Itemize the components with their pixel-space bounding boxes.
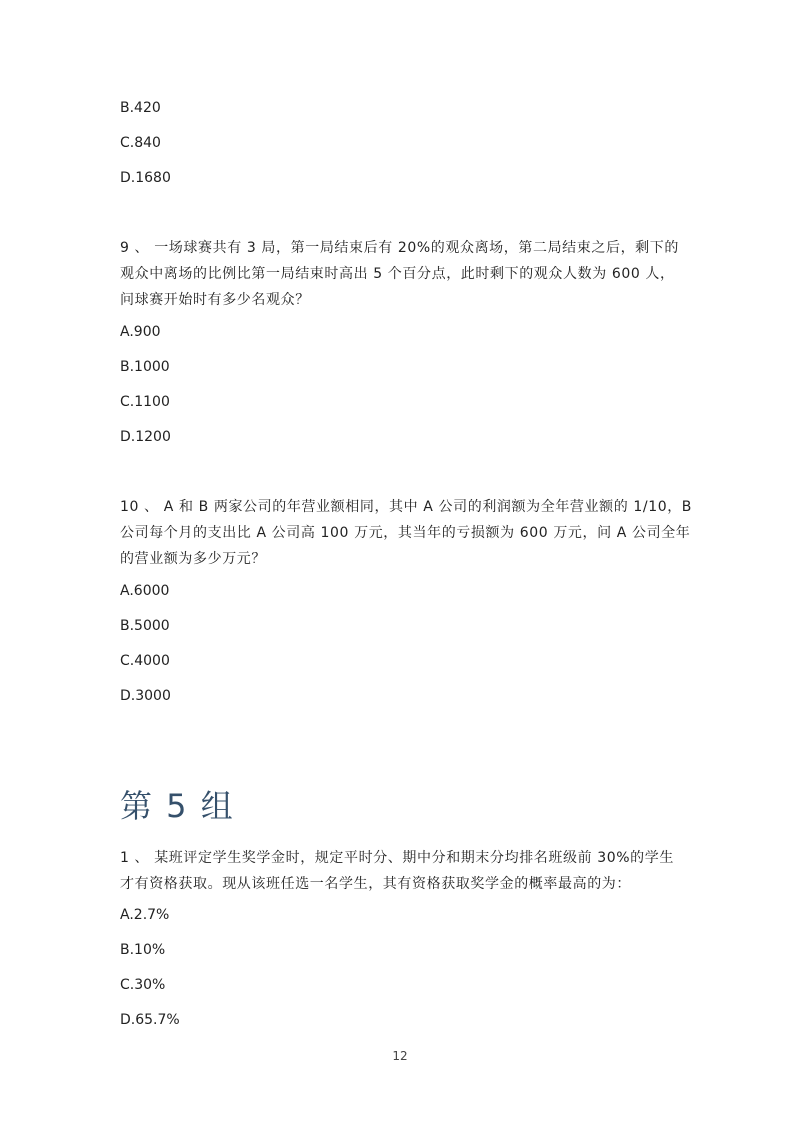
question-9-line-2: 观众中离场的比例比第一局结束时高出 5 个百分点，此时剩下的观众人数为 600 人， (120, 266, 675, 282)
group5-question-1-option-c: C.30% (120, 977, 166, 993)
group5-question-1-line-1: 1 、 某班评定学生奖学金时，规定平时分、期中分和期末分均排名班级前 30%的学生 (120, 850, 674, 866)
page-number: 12 (392, 1049, 408, 1063)
question-10-option-d: D.3000 (120, 688, 171, 704)
question-10-line-3: 的营业额为多少万元？ (120, 551, 266, 567)
option-c: C.840 (120, 135, 161, 151)
option-d: D.1680 (120, 170, 171, 186)
section-heading: 第 5 组 (120, 787, 235, 825)
question-9-line-3: 问球赛开始时有多少名观众？ (120, 292, 310, 308)
question-10-line-2: 公司每个月的支出比 A 公司高 100 万元，其当年的亏损额为 600 万元，问 A 公司全年 (120, 525, 691, 541)
question-9-line-1: 9 、 一场球赛共有 3 局，第一局结束后有 20%的观众离场，第二局结束之后，剩下的 (120, 240, 679, 256)
group5-question-1-option-a: A.2.7% (120, 907, 170, 923)
question-10-option-a: A.6000 (120, 583, 170, 599)
question-9-option-b: B.1000 (120, 359, 170, 375)
question-9-option-a: A.900 (120, 324, 161, 340)
option-b: B.420 (120, 100, 161, 116)
question-10-option-c: C.4000 (120, 653, 170, 669)
question-10-option-b: B.5000 (120, 618, 170, 634)
group5-question-1-option-d: D.65.7% (120, 1012, 180, 1028)
group5-question-1-option-b: B.10% (120, 942, 166, 958)
group5-question-1-line-2: 才有资格获取。现从该班任选一名学生，其有资格获取奖学金的概率最高的为： (120, 876, 631, 892)
question-9-option-c: C.1100 (120, 394, 170, 410)
question-10-line-1: 10 、 A 和 B 两家公司的年营业额相同，其中 A 公司的利润额为全年营业额的 1/10，B (120, 499, 693, 515)
question-9-option-d: D.1200 (120, 429, 171, 445)
